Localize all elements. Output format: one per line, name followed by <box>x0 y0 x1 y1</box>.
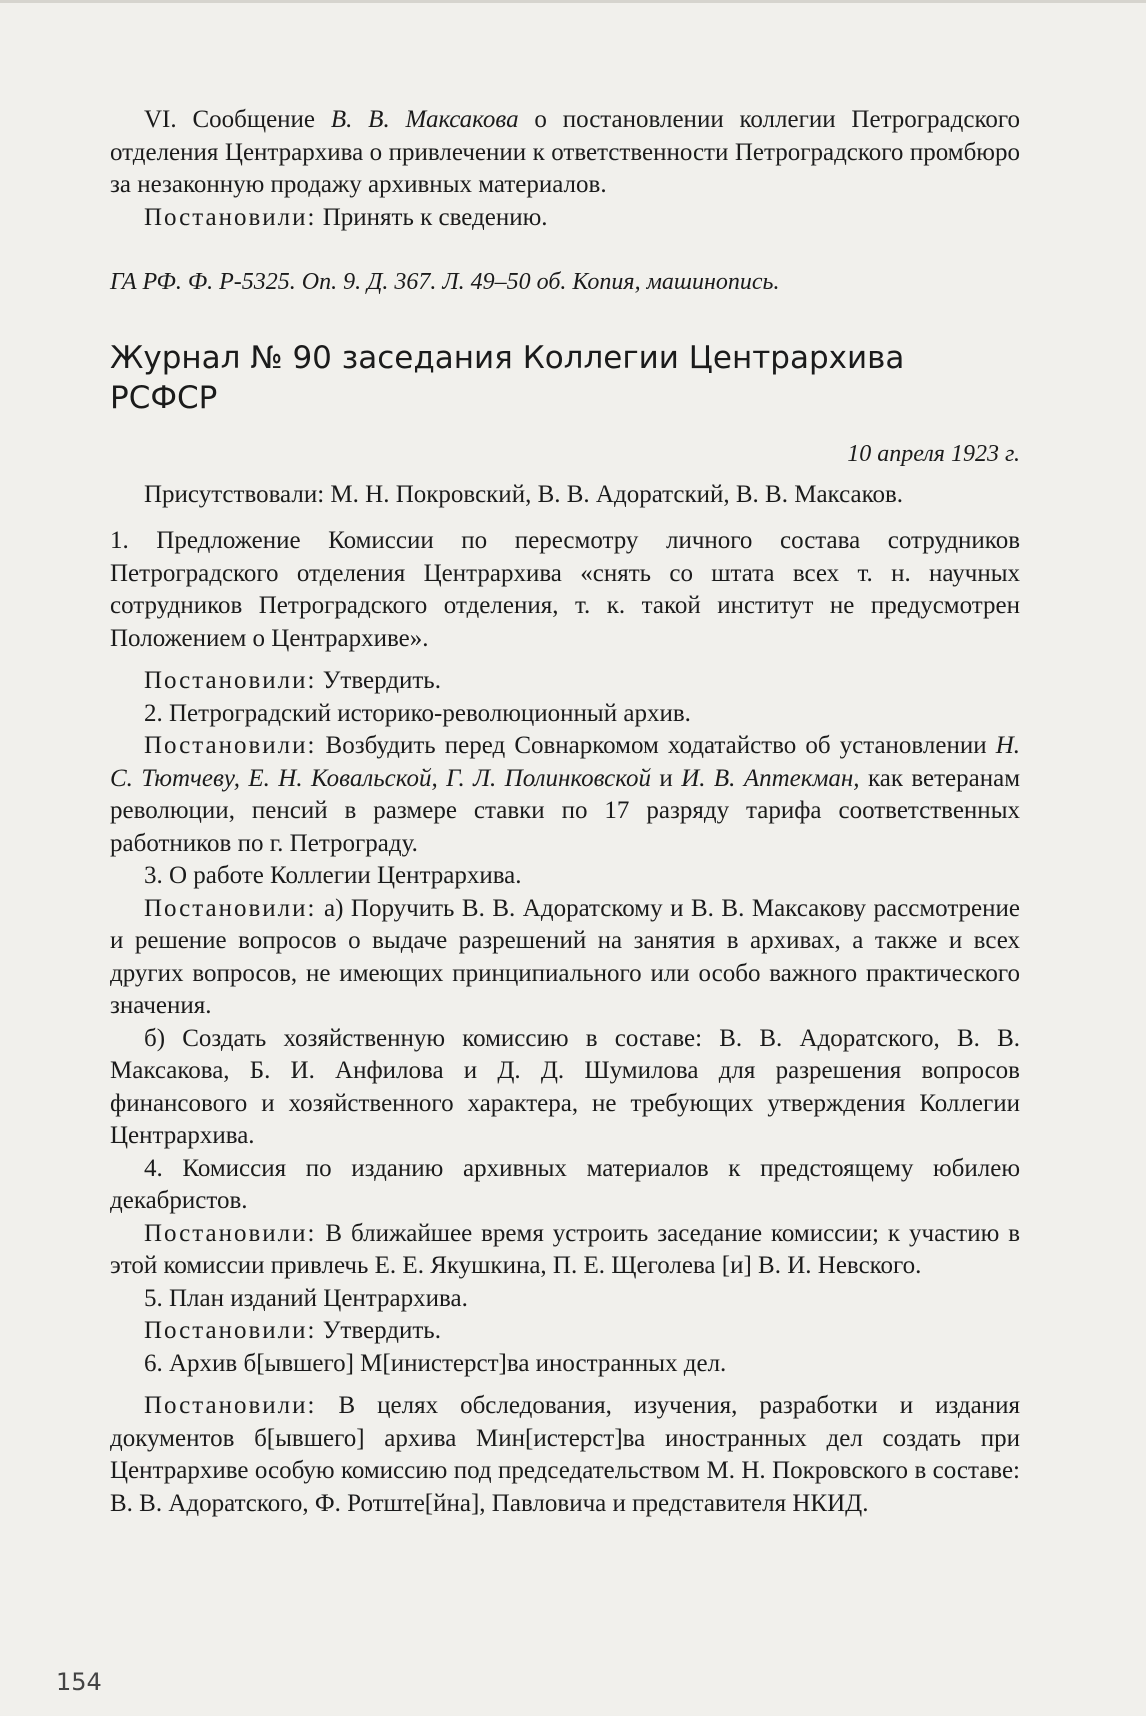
resolved-label: Постановили: <box>144 894 317 922</box>
resolved-text: В ближайшее время устроить заседание комиссии; к участию в этой комиссии привлечь Е. Е. Якушкина, П. Е. Щеголева [и] В. И. Невского. <box>110 1219 1020 1280</box>
resolved-label: Постановили: <box>144 203 317 231</box>
item-2-text: 2. Петроградский историко-революционный архив. <box>144 699 691 727</box>
journal-date: 10 апреля 1923 г. <box>847 440 1020 467</box>
item-6-resolution <box>110 1390 1020 1520</box>
item-6-text: 6. Архив б[ывшего] М[инистерст]ва иностранных дел. <box>144 1349 727 1377</box>
item-3-text: 3. О работе Коллегии Центрархива. <box>144 862 522 890</box>
item-3-sub-b: б) Создать хозяйственную комиссию в составе: В. В. Адоратского, В. В. Максакова, Б. И. Анфилова и Д. Д. Шумилова для разрешения вопросов финансового и хозяйственного характера, не требующих утверждения Коллегии Центрархива. <box>110 1024 1020 1150</box>
item-4-text: 4. Комиссия по изданию архивных материалов к предстоящему юбилею декабристов. <box>110 1154 1020 1215</box>
resolved-label: Постановили: <box>144 732 317 760</box>
resolved-label: Постановили: <box>144 667 317 695</box>
resolved-text: Утвердить. <box>316 1317 441 1345</box>
resolved-text: а) Поручить В. В. Адоратскому и В. В. Максакову рассмотрение и решение вопросов о выдаче разрешений на занятия в архивах, а также и всех других вопросов, не имеющих принципиального или особо важного практического значения. <box>110 894 1020 1020</box>
section-vi-paragraph <box>110 104 1020 202</box>
section-vi-person: В. В. Максакова <box>330 106 519 133</box>
resolved-text: Принять к сведению. <box>316 203 548 231</box>
section-vi-intro: VI. Сообщение <box>144 106 331 133</box>
conjunction: и <box>659 764 673 792</box>
resolved-label: Постановили: <box>144 1317 317 1345</box>
resolved-text-b: как ветеранам революции, пенсий в размере ставки по 17 разряду тарифа соответственных работников по г. Петрограду. <box>110 764 1021 857</box>
resolved-label: Постановили: <box>144 1219 317 1247</box>
item-3-resolution <box>110 893 1020 1023</box>
journal-title: Журнал № 90 заседания Коллегии Центрархива РСФСР <box>110 340 905 416</box>
section-vi-resolution <box>110 202 1020 235</box>
page-number: 154 <box>56 1668 102 1696</box>
page-top-edge <box>0 0 1146 3</box>
resolved-text: Утвердить. <box>316 667 441 695</box>
item-5-resolution <box>110 1315 1020 1348</box>
name-aptekman: И. В. Аптекман, <box>681 764 860 792</box>
archive-source-reference: ГА РФ. Ф. Р-5325. Оп. 9. Д. 367. Л. 49–50 об. Копия, машинопись. <box>110 269 780 295</box>
name-kovalskaya: Е. Н. Ковальской, <box>248 764 438 792</box>
name-polinkovskaya: Г. Л. Полинковской <box>446 764 652 792</box>
name-tyutcheva: Н. С. Тютчеву, <box>110 732 1020 792</box>
item-1-text: 1. Предложение Комиссии по пересмотру личного состава сотрудников Петроградского отделения Центрархива «снять со штата всех т. н. научных сотрудников Петроградского отделения, т. к. такой институт не предусмотрен Положением о Центрархиве». <box>110 527 1020 652</box>
item-5-text: 5. План изданий Центрархива. <box>144 1284 468 1312</box>
item-2-resolution <box>110 730 1020 860</box>
page-content <box>110 104 1020 1520</box>
resolved-text-a: Возбудить перед Совнаркомом ходатайство об установлении <box>316 732 996 760</box>
resolved-text: В целях обследования, изучения, разработки и издания документов б[ывшего] архива Мин[истерст]ва иностранных дел создать при Центрархиве особую комиссию под председательством М. Н. Покровского в составе: В. В. Адоратского, Ф. Ротште[йна], Павловича и представителя НКИД. <box>110 1392 1020 1517</box>
item-1-resolution <box>110 665 1020 698</box>
section-vi-text: о постановлении коллегии Петроградского отделения Центрархива о привлечении к ответственности Петроградского промбюро за незаконную продажу архивных материалов. <box>110 106 1020 198</box>
item-4-resolution <box>110 1218 1020 1283</box>
journal-attendees: Присутствовали: М. Н. Покровский, В. В. Адоратский, В. В. Максаков. <box>144 480 903 508</box>
resolved-label: Постановили: <box>144 1392 317 1420</box>
